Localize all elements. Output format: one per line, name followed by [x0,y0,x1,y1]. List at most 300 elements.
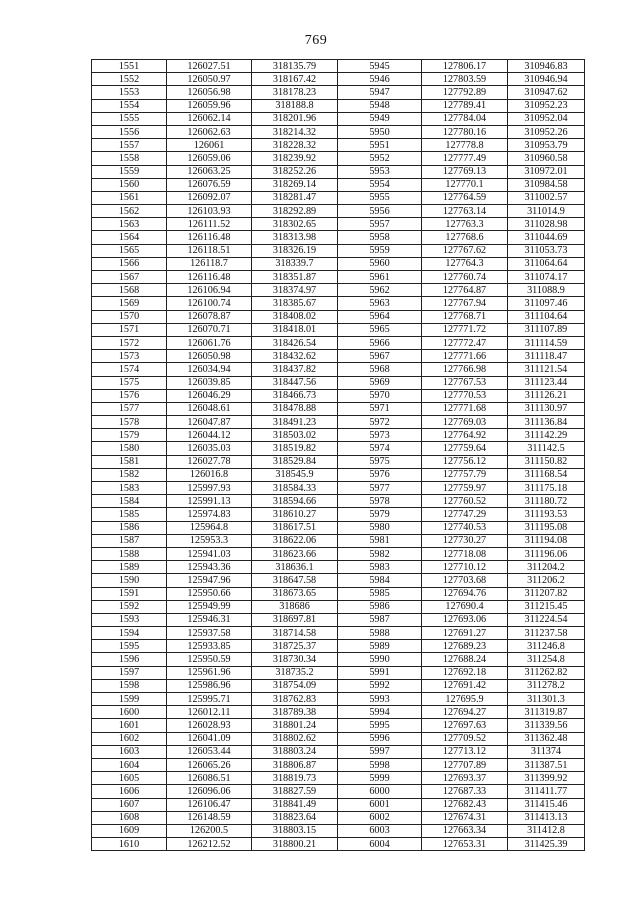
table-cell-y-coordinate: 311246.8 [508,640,585,653]
table-cell-y-coordinate: 318802.62 [252,732,338,745]
table-cell-x-coordinate: 127806.17 [422,60,508,73]
table-cell-point-number: 1568 [92,284,167,297]
table-cell-x-coordinate: 127764.87 [422,284,508,297]
table-cell-point-number: 1564 [92,231,167,244]
table-cell-point-number: 6001 [338,798,422,811]
table-cell-x-coordinate: 126096.06 [167,785,252,798]
table-cell-y-coordinate: 318447.56 [252,376,338,389]
table-cell-y-coordinate: 318529.84 [252,455,338,468]
table-cell-y-coordinate: 311254.8 [508,653,585,666]
table-cell-x-coordinate: 127697.63 [422,719,508,732]
table-cell-point-number: 1604 [92,758,167,771]
table-cell-x-coordinate: 125947.96 [167,574,252,587]
table-cell-point-number: 1572 [92,336,167,349]
table-cell-x-coordinate: 127747.29 [422,508,508,521]
table-cell-point-number: 5972 [338,416,422,429]
table-row [92,363,585,376]
table-cell-y-coordinate: 318647.58 [252,574,338,587]
table-cell-point-number: 5988 [338,627,422,640]
table-cell-point-number: 1571 [92,323,167,336]
table-cell-y-coordinate: 318584.33 [252,482,338,495]
table-cell-y-coordinate: 310984.58 [508,178,585,191]
table-cell-x-coordinate: 127764.92 [422,429,508,442]
table-row [92,574,585,587]
table-row [92,442,585,455]
table-cell-x-coordinate: 126012.11 [167,706,252,719]
table-cell-y-coordinate: 318636.1 [252,561,338,574]
table-row [92,838,585,851]
table-cell-y-coordinate: 318491.23 [252,416,338,429]
table-cell-point-number: 1570 [92,310,167,323]
table-cell-x-coordinate: 126034.94 [167,363,252,376]
table-cell-y-coordinate: 318326.19 [252,244,338,257]
table-cell-y-coordinate: 318385.67 [252,297,338,310]
table-cell-point-number: 6003 [338,824,422,837]
table-cell-x-coordinate: 127663.34 [422,824,508,837]
table-row [92,350,585,363]
table-cell-y-coordinate: 311150.82 [508,455,585,468]
table-row [92,679,585,692]
table-cell-point-number: 1582 [92,468,167,481]
table-cell-y-coordinate: 311215.45 [508,600,585,613]
coordinate-table [91,59,585,851]
table-row [92,244,585,257]
table-cell-point-number: 5948 [338,99,422,112]
table-cell-y-coordinate: 318754.09 [252,679,338,692]
table-cell-point-number: 1565 [92,244,167,257]
table-cell-x-coordinate: 127771.68 [422,402,508,415]
table-cell-y-coordinate: 311412.8 [508,824,585,837]
table-cell-x-coordinate: 126076.59 [167,178,252,191]
table-cell-point-number: 1558 [92,152,167,165]
table-cell-y-coordinate: 310953.79 [508,139,585,152]
table-cell-y-coordinate: 318374.97 [252,284,338,297]
table-row [92,152,585,165]
table-cell-x-coordinate: 127767.53 [422,376,508,389]
table-cell-x-coordinate: 127718.08 [422,547,508,560]
table-cell-point-number: 1580 [92,442,167,455]
table-cell-point-number: 5946 [338,73,422,86]
table-row [92,468,585,481]
table-cell-point-number: 1578 [92,416,167,429]
table-cell-y-coordinate: 311002.57 [508,191,585,204]
table-cell-x-coordinate: 126078.87 [167,310,252,323]
table-cell-y-coordinate: 310946.94 [508,73,585,86]
table-cell-x-coordinate: 127789.41 [422,99,508,112]
table-cell-point-number: 5970 [338,389,422,402]
table-cell-point-number: 5996 [338,732,422,745]
table-cell-x-coordinate: 127769.03 [422,416,508,429]
table-cell-x-coordinate: 127691.42 [422,679,508,692]
table-cell-x-coordinate: 126050.98 [167,350,252,363]
table-row [92,613,585,626]
table-cell-y-coordinate: 311196.06 [508,547,585,560]
table-row [92,693,585,706]
table-cell-point-number: 1574 [92,363,167,376]
table-cell-point-number: 5947 [338,86,422,99]
table-cell-point-number: 5986 [338,600,422,613]
table-cell-x-coordinate: 126048.61 [167,402,252,415]
table-cell-point-number: 1603 [92,745,167,758]
table-cell-x-coordinate: 126116.48 [167,271,252,284]
table-cell-y-coordinate: 318228.32 [252,139,338,152]
table-cell-point-number: 1599 [92,693,167,706]
table-cell-x-coordinate: 126116.48 [167,231,252,244]
table-cell-x-coordinate: 125997.93 [167,482,252,495]
table-cell-y-coordinate: 311262.82 [508,666,585,679]
table-cell-y-coordinate: 318594.66 [252,495,338,508]
table-cell-y-coordinate: 310972.01 [508,165,585,178]
table-cell-x-coordinate: 126062.63 [167,125,252,138]
table-cell-point-number: 6004 [338,838,422,851]
table-cell-point-number: 1607 [92,798,167,811]
table-cell-point-number: 5977 [338,482,422,495]
table-cell-x-coordinate: 125964.8 [167,521,252,534]
table-cell-point-number: 5982 [338,547,422,560]
table-row [92,402,585,415]
table-cell-point-number: 5973 [338,429,422,442]
table-cell-y-coordinate: 318841.49 [252,798,338,811]
table-cell-point-number: 1569 [92,297,167,310]
table-cell-y-coordinate: 318167.42 [252,73,338,86]
table-row [92,455,585,468]
table-cell-point-number: 5968 [338,363,422,376]
table-row [92,653,585,666]
table-cell-x-coordinate: 127769.13 [422,165,508,178]
table-row [92,600,585,613]
table-row [92,178,585,191]
table-cell-y-coordinate: 318135.79 [252,60,338,73]
table-cell-point-number: 5976 [338,468,422,481]
table-cell-x-coordinate: 127695.9 [422,693,508,706]
table-row [92,99,585,112]
table-cell-point-number: 1587 [92,534,167,547]
table-cell-y-coordinate: 318686 [252,600,338,613]
table-cell-point-number: 5955 [338,191,422,204]
table-cell-point-number: 1594 [92,627,167,640]
table-cell-y-coordinate: 311204.2 [508,561,585,574]
table-row [92,416,585,429]
table-cell-y-coordinate: 311425.39 [508,838,585,851]
table-cell-y-coordinate: 311097.46 [508,297,585,310]
table-cell-y-coordinate: 311278.2 [508,679,585,692]
table-cell-x-coordinate: 127713.12 [422,745,508,758]
table-cell-point-number: 1597 [92,666,167,679]
table-cell-x-coordinate: 127688.24 [422,653,508,666]
table-cell-y-coordinate: 311123.44 [508,376,585,389]
table-cell-y-coordinate: 311399.92 [508,772,585,785]
table-row [92,758,585,771]
table-cell-x-coordinate: 126061 [167,139,252,152]
table-cell-y-coordinate: 311413.13 [508,811,585,824]
table-cell-point-number: 1562 [92,205,167,218]
table-cell-x-coordinate: 125946.31 [167,613,252,626]
table-cell-point-number: 5999 [338,772,422,785]
table-cell-y-coordinate: 318269.14 [252,178,338,191]
table-cell-x-coordinate: 127771.66 [422,350,508,363]
table-cell-point-number: 1606 [92,785,167,798]
table-cell-y-coordinate: 318823.64 [252,811,338,824]
table-cell-point-number: 1596 [92,653,167,666]
table-cell-x-coordinate: 127770.1 [422,178,508,191]
table-cell-point-number: 5981 [338,534,422,547]
table-cell-y-coordinate: 318281.47 [252,191,338,204]
table-cell-y-coordinate: 318762.83 [252,693,338,706]
table-cell-y-coordinate: 318800.21 [252,838,338,851]
coordinate-table-body [92,60,585,851]
table-cell-point-number: 1559 [92,165,167,178]
table-cell-x-coordinate: 127730.27 [422,534,508,547]
table-cell-point-number: 5969 [338,376,422,389]
table-cell-x-coordinate: 127710.12 [422,561,508,574]
table-cell-point-number: 1585 [92,508,167,521]
table-cell-point-number: 1577 [92,402,167,415]
table-row [92,811,585,824]
table-row [92,60,585,73]
table-cell-point-number: 5989 [338,640,422,653]
table-cell-point-number: 5985 [338,587,422,600]
table-cell-x-coordinate: 127693.06 [422,613,508,626]
table-cell-point-number: 5964 [338,310,422,323]
table-cell-point-number: 5974 [338,442,422,455]
table-row [92,627,585,640]
table-cell-y-coordinate: 318714.58 [252,627,338,640]
table-row [92,257,585,270]
table-cell-x-coordinate: 126118.51 [167,244,252,257]
table-cell-x-coordinate: 125950.66 [167,587,252,600]
table-cell-point-number: 1584 [92,495,167,508]
table-cell-point-number: 5983 [338,561,422,574]
table-cell-x-coordinate: 127759.97 [422,482,508,495]
table-cell-x-coordinate: 127756.12 [422,455,508,468]
table-cell-x-coordinate: 127689.23 [422,640,508,653]
table-cell-point-number: 5984 [338,574,422,587]
table-cell-x-coordinate: 126041.09 [167,732,252,745]
table-cell-y-coordinate: 318201.96 [252,112,338,125]
table-cell-y-coordinate: 311114.59 [508,336,585,349]
table-cell-y-coordinate: 318673.65 [252,587,338,600]
table-cell-point-number: 1602 [92,732,167,745]
table-cell-x-coordinate: 127778.8 [422,139,508,152]
table-row [92,323,585,336]
table-cell-x-coordinate: 127792.89 [422,86,508,99]
table-cell-x-coordinate: 126106.47 [167,798,252,811]
table-cell-x-coordinate: 125949.99 [167,600,252,613]
table-cell-y-coordinate: 318292.89 [252,205,338,218]
table-cell-y-coordinate: 318418.01 [252,323,338,336]
table-cell-point-number: 5967 [338,350,422,363]
table-cell-y-coordinate: 310960.58 [508,152,585,165]
table-cell-x-coordinate: 126062.14 [167,112,252,125]
table-cell-point-number: 5962 [338,284,422,297]
table-cell-x-coordinate: 127760.74 [422,271,508,284]
table-cell-point-number: 1589 [92,561,167,574]
table-cell-y-coordinate: 311207.82 [508,587,585,600]
table-cell-point-number: 5992 [338,679,422,692]
table-cell-y-coordinate: 318789.38 [252,706,338,719]
table-cell-y-coordinate: 310947.62 [508,86,585,99]
table-cell-y-coordinate: 311053.73 [508,244,585,257]
table-cell-y-coordinate: 318478.88 [252,402,338,415]
table-cell-y-coordinate: 318252.26 [252,165,338,178]
table-cell-point-number: 5957 [338,218,422,231]
table-cell-x-coordinate: 127763.3 [422,218,508,231]
table-cell-x-coordinate: 125986.96 [167,679,252,692]
table-row [92,271,585,284]
table-row [92,73,585,86]
table-row [92,785,585,798]
table-row [92,508,585,521]
table-cell-x-coordinate: 127740.53 [422,521,508,534]
table-cell-x-coordinate: 126086.51 [167,772,252,785]
table-row [92,666,585,679]
table-row [92,745,585,758]
table-cell-x-coordinate: 127760.52 [422,495,508,508]
table-cell-point-number: 6000 [338,785,422,798]
table-cell-y-coordinate: 311074.17 [508,271,585,284]
table-cell-point-number: 5997 [338,745,422,758]
table-cell-x-coordinate: 126016.8 [167,468,252,481]
table-cell-x-coordinate: 125950.59 [167,653,252,666]
table-cell-x-coordinate: 127674.31 [422,811,508,824]
table-cell-x-coordinate: 126059.06 [167,152,252,165]
table-cell-point-number: 5954 [338,178,422,191]
table-cell-y-coordinate: 318519.82 [252,442,338,455]
table-cell-y-coordinate: 310952.26 [508,125,585,138]
table-cell-x-coordinate: 127691.27 [422,627,508,640]
table-row [92,732,585,745]
table-cell-x-coordinate: 127766.98 [422,363,508,376]
table-cell-x-coordinate: 127764.59 [422,191,508,204]
table-cell-y-coordinate: 318803.24 [252,745,338,758]
table-cell-x-coordinate: 127770.53 [422,389,508,402]
table-cell-point-number: 5945 [338,60,422,73]
table-cell-point-number: 5993 [338,693,422,706]
table-cell-x-coordinate: 127803.59 [422,73,508,86]
table-row [92,112,585,125]
table-cell-y-coordinate: 311193.53 [508,508,585,521]
table-cell-point-number: 1556 [92,125,167,138]
table-cell-y-coordinate: 318610.27 [252,508,338,521]
table-cell-point-number: 5953 [338,165,422,178]
table-cell-point-number: 1553 [92,86,167,99]
table-cell-point-number: 1579 [92,429,167,442]
table-cell-x-coordinate: 125995.71 [167,693,252,706]
table-cell-x-coordinate: 126200.5 [167,824,252,837]
table-cell-x-coordinate: 126059.96 [167,99,252,112]
table-cell-x-coordinate: 127692.18 [422,666,508,679]
table-cell-x-coordinate: 125961.96 [167,666,252,679]
table-cell-y-coordinate: 311088.9 [508,284,585,297]
table-cell-point-number: 1552 [92,73,167,86]
table-cell-x-coordinate: 127693.37 [422,772,508,785]
table-row [92,336,585,349]
table-cell-point-number: 5950 [338,125,422,138]
table-cell-y-coordinate: 311387.51 [508,758,585,771]
table-cell-x-coordinate: 126100.74 [167,297,252,310]
table-row [92,284,585,297]
table-cell-y-coordinate: 318432.62 [252,350,338,363]
table-cell-x-coordinate: 126053.44 [167,745,252,758]
table-cell-y-coordinate: 318801.24 [252,719,338,732]
table-cell-y-coordinate: 311339.56 [508,719,585,732]
table-cell-point-number: 1581 [92,455,167,468]
table-cell-x-coordinate: 127784.04 [422,112,508,125]
table-cell-y-coordinate: 311195.08 [508,521,585,534]
table-cell-x-coordinate: 127772.47 [422,336,508,349]
table-cell-point-number: 5979 [338,508,422,521]
table-row [92,772,585,785]
table-cell-x-coordinate: 126070.71 [167,323,252,336]
table-cell-point-number: 1573 [92,350,167,363]
table-cell-point-number: 5960 [338,257,422,270]
table-cell-x-coordinate: 126035.03 [167,442,252,455]
table-cell-y-coordinate: 310952.23 [508,99,585,112]
table-cell-x-coordinate: 127687.33 [422,785,508,798]
table-cell-x-coordinate: 127777.49 [422,152,508,165]
table-cell-y-coordinate: 311319.87 [508,706,585,719]
table-cell-x-coordinate: 125953.3 [167,534,252,547]
table-cell-y-coordinate: 311121.54 [508,363,585,376]
table-cell-point-number: 5966 [338,336,422,349]
table-cell-point-number: 5980 [338,521,422,534]
table-cell-y-coordinate: 318806.87 [252,758,338,771]
table-cell-x-coordinate: 126028.93 [167,719,252,732]
page-number: 769 [304,33,328,48]
table-cell-y-coordinate: 311028.98 [508,218,585,231]
table-cell-y-coordinate: 318735.2 [252,666,338,679]
table-cell-point-number: 1588 [92,547,167,560]
table-cell-x-coordinate: 126111.52 [167,218,252,231]
table-cell-point-number: 1605 [92,772,167,785]
table-cell-point-number: 5998 [338,758,422,771]
table-cell-y-coordinate: 318178.23 [252,86,338,99]
table-cell-x-coordinate: 127764.3 [422,257,508,270]
table-cell-y-coordinate: 311362.48 [508,732,585,745]
table-row [92,521,585,534]
table-cell-point-number: 5961 [338,271,422,284]
table-cell-y-coordinate: 318545.9 [252,468,338,481]
table-row [92,86,585,99]
table-cell-y-coordinate: 311301.3 [508,693,585,706]
table-cell-y-coordinate: 318466.73 [252,389,338,402]
table-cell-point-number: 1576 [92,389,167,402]
table-row [92,495,585,508]
table-cell-point-number: 5971 [338,402,422,415]
table-cell-y-coordinate: 318351.87 [252,271,338,284]
table-cell-x-coordinate: 127653.31 [422,838,508,851]
table-cell-y-coordinate: 318819.73 [252,772,338,785]
table-cell-x-coordinate: 126212.52 [167,838,252,851]
table-cell-point-number: 5991 [338,666,422,679]
table-cell-point-number: 5949 [338,112,422,125]
table-cell-point-number: 1592 [92,600,167,613]
table-row [92,561,585,574]
table-cell-y-coordinate: 311142.5 [508,442,585,455]
table-cell-y-coordinate: 311104.64 [508,310,585,323]
table-cell-point-number: 1557 [92,139,167,152]
table-cell-x-coordinate: 125933.85 [167,640,252,653]
table-cell-x-coordinate: 127703.68 [422,574,508,587]
table-row [92,297,585,310]
table-cell-y-coordinate: 318239.92 [252,152,338,165]
table-cell-y-coordinate: 310946.83 [508,60,585,73]
table-row [92,429,585,442]
table-cell-y-coordinate: 318622.06 [252,534,338,547]
table-cell-point-number: 5952 [338,152,422,165]
table-cell-x-coordinate: 127780.16 [422,125,508,138]
table-cell-y-coordinate: 311415.46 [508,798,585,811]
